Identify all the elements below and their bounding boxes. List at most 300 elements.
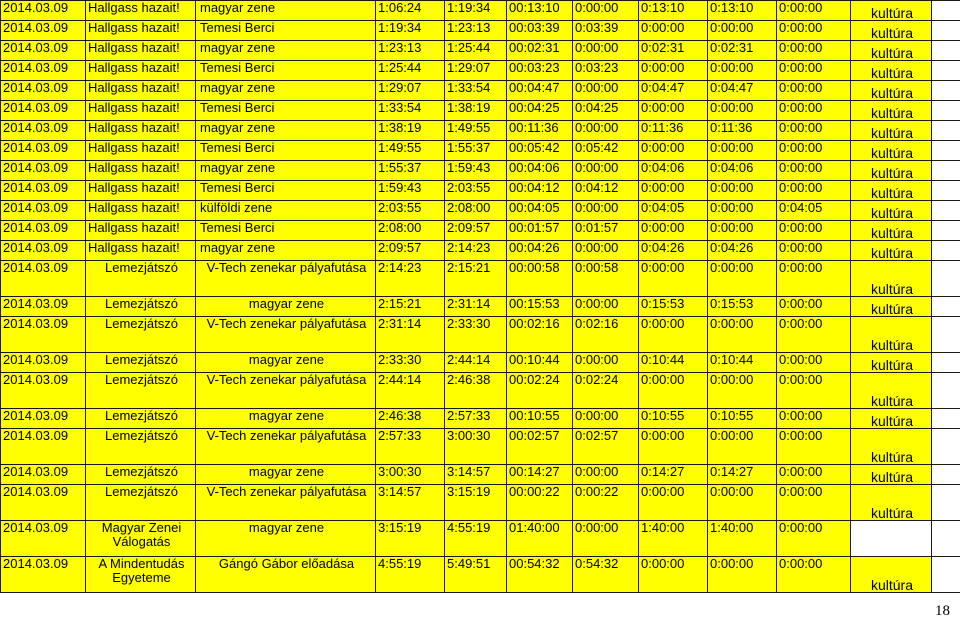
table-row xyxy=(1,21,960,41)
cell-time-3: 0:02:31 xyxy=(708,41,777,61)
cell-time-1: 0:00:00 xyxy=(573,41,639,61)
cell-time-2: 0:04:26 xyxy=(639,241,708,261)
cell-time-2: 0:00:00 xyxy=(639,317,708,353)
empty-cell xyxy=(932,317,960,353)
cell-time-3: 0:00:00 xyxy=(708,221,777,241)
cell-date: 2014.03.09 xyxy=(1,181,86,201)
cell-category: kultúra xyxy=(851,241,932,261)
cell-duration: 00:04:47 xyxy=(507,81,573,101)
cell-end-time: 2:33:30 xyxy=(445,317,507,353)
cell-time-3: 1:40:00 xyxy=(708,521,777,557)
cell-duration: 00:04:12 xyxy=(507,181,573,201)
cell-program: Lemezjátszó xyxy=(86,409,196,429)
cell-performer: magyar zene xyxy=(196,1,376,21)
cell-time-2: 0:00:00 xyxy=(639,61,708,81)
cell-time-1: 0:04:12 xyxy=(573,181,639,201)
cell-time-2: 0:14:27 xyxy=(639,465,708,485)
cell-duration: 00:11:36 xyxy=(507,121,573,141)
cell-duration: 00:02:24 xyxy=(507,373,573,409)
cell-performer: magyar zene xyxy=(196,521,376,557)
cell-program: Hallgass hazait! xyxy=(86,181,196,201)
cell-start-time: 2:15:21 xyxy=(376,297,445,317)
cell-time-1: 0:02:57 xyxy=(573,429,639,465)
empty-cell xyxy=(932,41,960,61)
cell-program: Hallgass hazait! xyxy=(86,121,196,141)
cell-time-3: 0:04:26 xyxy=(708,241,777,261)
cell-end-time: 2:57:33 xyxy=(445,409,507,429)
cell-end-time: 1:19:34 xyxy=(445,1,507,21)
table-row xyxy=(1,81,960,101)
cell-category: kultúra xyxy=(851,485,932,521)
empty-cell xyxy=(932,557,960,593)
cell-time-3: 0:10:44 xyxy=(708,353,777,373)
cell-date: 2014.03.09 xyxy=(1,317,86,353)
cell-time-4: 0:00:00 xyxy=(777,121,851,141)
cell-date: 2014.03.09 xyxy=(1,261,86,297)
empty-cell xyxy=(932,61,960,81)
cell-date: 2014.03.09 xyxy=(1,557,86,593)
cell-performer: V-Tech zenekar pályafutása xyxy=(196,429,376,465)
cell-performer: magyar zene xyxy=(196,121,376,141)
cell-time-2: 0:02:31 xyxy=(639,41,708,61)
empty-cell xyxy=(932,21,960,41)
cell-performer: magyar zene xyxy=(196,41,376,61)
cell-end-time: 2:08:00 xyxy=(445,201,507,221)
cell-date: 2014.03.09 xyxy=(1,161,86,181)
cell-time-2: 0:10:44 xyxy=(639,353,708,373)
cell-end-time: 1:33:54 xyxy=(445,81,507,101)
cell-program: Magyar Zenei Válogatás xyxy=(86,521,196,557)
cell-performer: magyar zene xyxy=(196,241,376,261)
cell-time-4: 0:00:00 xyxy=(777,181,851,201)
cell-start-time: 3:00:30 xyxy=(376,465,445,485)
cell-end-time: 1:49:55 xyxy=(445,121,507,141)
cell-category: kultúra xyxy=(851,181,932,201)
cell-time-2: 0:13:10 xyxy=(639,1,708,21)
cell-category: kultúra xyxy=(851,429,932,465)
cell-time-2: 0:11:36 xyxy=(639,121,708,141)
cell-category: kultúra xyxy=(851,373,932,409)
cell-category: kultúra xyxy=(851,557,932,593)
table-row xyxy=(1,465,960,485)
cell-date: 2014.03.09 xyxy=(1,81,86,101)
cell-time-1: 0:05:42 xyxy=(573,141,639,161)
table-row xyxy=(1,485,960,521)
empty-cell xyxy=(932,297,960,317)
cell-time-4: 0:00:00 xyxy=(777,557,851,593)
cell-time-2: 0:00:00 xyxy=(639,21,708,41)
cell-time-3: 0:00:00 xyxy=(708,181,777,201)
empty-cell xyxy=(932,81,960,101)
cell-duration: 00:00:58 xyxy=(507,261,573,297)
cell-program: Hallgass hazait! xyxy=(86,221,196,241)
cell-start-time: 1:23:13 xyxy=(376,41,445,61)
cell-time-3: 0:10:55 xyxy=(708,409,777,429)
cell-time-2: 0:00:00 xyxy=(639,485,708,521)
cell-time-1: 0:02:24 xyxy=(573,373,639,409)
cell-time-1: 0:03:39 xyxy=(573,21,639,41)
cell-program: Lemezjátszó xyxy=(86,429,196,465)
cell-program: Hallgass hazait! xyxy=(86,241,196,261)
cell-time-3: 0:00:00 xyxy=(708,141,777,161)
cell-end-time: 2:46:38 xyxy=(445,373,507,409)
table-row xyxy=(1,429,960,465)
cell-end-time: 2:14:23 xyxy=(445,241,507,261)
cell-program: Lemezjátszó xyxy=(86,485,196,521)
cell-start-time: 2:46:38 xyxy=(376,409,445,429)
cell-time-4: 0:00:00 xyxy=(777,21,851,41)
cell-duration: 00:13:10 xyxy=(507,1,573,21)
cell-duration: 00:10:44 xyxy=(507,353,573,373)
table-row xyxy=(1,201,960,221)
cell-start-time: 2:44:14 xyxy=(376,373,445,409)
cell-end-time: 1:29:07 xyxy=(445,61,507,81)
cell-time-1: 0:00:00 xyxy=(573,521,639,557)
cell-time-1: 0:00:00 xyxy=(573,297,639,317)
cell-duration: 01:40:00 xyxy=(507,521,573,557)
cell-time-3: 0:04:06 xyxy=(708,161,777,181)
table-row xyxy=(1,101,960,121)
cell-performer: magyar zene xyxy=(196,353,376,373)
cell-category: kultúra xyxy=(851,297,932,317)
cell-time-3: 0:00:00 xyxy=(708,61,777,81)
empty-cell xyxy=(932,465,960,485)
cell-end-time: 1:55:37 xyxy=(445,141,507,161)
cell-time-1: 0:04:25 xyxy=(573,101,639,121)
cell-program: Hallgass hazait! xyxy=(86,81,196,101)
table-row xyxy=(1,221,960,241)
cell-program: Lemezjátszó xyxy=(86,317,196,353)
cell-date: 2014.03.09 xyxy=(1,521,86,557)
cell-time-3: 0:00:00 xyxy=(708,485,777,521)
cell-time-4: 0:00:00 xyxy=(777,317,851,353)
cell-time-3: 0:15:53 xyxy=(708,297,777,317)
cell-category: kultúra xyxy=(851,81,932,101)
cell-end-time: 1:59:43 xyxy=(445,161,507,181)
cell-time-4: 0:00:00 xyxy=(777,409,851,429)
cell-time-2: 0:04:47 xyxy=(639,81,708,101)
cell-duration: 00:00:22 xyxy=(507,485,573,521)
cell-start-time: 2:09:57 xyxy=(376,241,445,261)
cell-program: Lemezjátszó xyxy=(86,261,196,297)
cell-duration: 00:02:57 xyxy=(507,429,573,465)
empty-cell xyxy=(932,121,960,141)
cell-start-time: 1:33:54 xyxy=(376,101,445,121)
cell-end-time: 3:15:19 xyxy=(445,485,507,521)
cell-start-time: 1:38:19 xyxy=(376,121,445,141)
cell-time-1: 0:01:57 xyxy=(573,221,639,241)
cell-time-4: 0:00:00 xyxy=(777,1,851,21)
cell-program: Hallgass hazait! xyxy=(86,61,196,81)
cell-performer: magyar zene xyxy=(196,81,376,101)
cell-date: 2014.03.09 xyxy=(1,141,86,161)
cell-program: Lemezjátszó xyxy=(86,465,196,485)
cell-category: kultúra xyxy=(851,141,932,161)
cell-program: Lemezjátszó xyxy=(86,353,196,373)
cell-performer: Temesi Berci xyxy=(196,181,376,201)
cell-time-4: 0:00:00 xyxy=(777,81,851,101)
cell-date: 2014.03.09 xyxy=(1,101,86,121)
cell-time-1: 0:00:00 xyxy=(573,201,639,221)
cell-end-time: 3:14:57 xyxy=(445,465,507,485)
cell-start-time: 2:33:30 xyxy=(376,353,445,373)
cell-time-2: 0:00:00 xyxy=(639,141,708,161)
cell-category: kultúra xyxy=(851,317,932,353)
table-row xyxy=(1,373,960,409)
cell-date: 2014.03.09 xyxy=(1,121,86,141)
cell-start-time: 1:49:55 xyxy=(376,141,445,161)
cell-performer: Temesi Berci xyxy=(196,141,376,161)
cell-date: 2014.03.09 xyxy=(1,21,86,41)
cell-start-time: 4:55:19 xyxy=(376,557,445,593)
cell-time-2: 0:10:55 xyxy=(639,409,708,429)
cell-start-time: 2:57:33 xyxy=(376,429,445,465)
cell-time-1: 0:00:00 xyxy=(573,353,639,373)
table-row xyxy=(1,121,960,141)
cell-date: 2014.03.09 xyxy=(1,409,86,429)
cell-time-2: 0:00:00 xyxy=(639,557,708,593)
empty-cell xyxy=(932,1,960,21)
table-row xyxy=(1,1,960,21)
cell-performer: Temesi Berci xyxy=(196,21,376,41)
cell-time-2: 0:00:00 xyxy=(639,181,708,201)
cell-performer: magyar zene xyxy=(196,161,376,181)
empty-cell xyxy=(932,485,960,521)
cell-date: 2014.03.09 xyxy=(1,61,86,81)
cell-performer: Temesi Berci xyxy=(196,221,376,241)
cell-time-2: 0:00:00 xyxy=(639,261,708,297)
cell-time-1: 0:00:00 xyxy=(573,465,639,485)
cell-start-time: 2:31:14 xyxy=(376,317,445,353)
cell-program: A Mindentudás Egyeteme xyxy=(86,557,196,593)
cell-time-4: 0:00:00 xyxy=(777,261,851,297)
table-row xyxy=(1,261,960,297)
cell-time-3: 0:00:00 xyxy=(708,21,777,41)
cell-time-4: 0:00:00 xyxy=(777,521,851,557)
empty-cell xyxy=(932,241,960,261)
cell-time-3: 0:00:00 xyxy=(708,261,777,297)
cell-performer: V-Tech zenekar pályafutása xyxy=(196,373,376,409)
cell-category xyxy=(851,521,932,557)
cell-time-3: 0:00:00 xyxy=(708,373,777,409)
cell-time-4: 0:00:00 xyxy=(777,373,851,409)
cell-performer: külföldi zene xyxy=(196,201,376,221)
cell-duration: 00:04:25 xyxy=(507,101,573,121)
cell-program: Hallgass hazait! xyxy=(86,101,196,121)
cell-duration: 00:01:57 xyxy=(507,221,573,241)
cell-time-3: 0:00:00 xyxy=(708,429,777,465)
cell-time-2: 0:15:53 xyxy=(639,297,708,317)
table-row xyxy=(1,317,960,353)
cell-end-time: 2:15:21 xyxy=(445,261,507,297)
cell-program: Lemezjátszó xyxy=(86,373,196,409)
table-row xyxy=(1,297,960,317)
cell-duration: 00:05:42 xyxy=(507,141,573,161)
cell-date: 2014.03.09 xyxy=(1,241,86,261)
table-row xyxy=(1,521,960,557)
empty-cell xyxy=(932,373,960,409)
cell-time-4: 0:00:00 xyxy=(777,353,851,373)
cell-category: kultúra xyxy=(851,21,932,41)
cell-duration: 00:54:32 xyxy=(507,557,573,593)
cell-start-time: 1:29:07 xyxy=(376,81,445,101)
cell-performer: Gángó Gábor előadása xyxy=(196,557,376,593)
cell-time-4: 0:00:00 xyxy=(777,297,851,317)
cell-time-3: 0:00:00 xyxy=(708,201,777,221)
cell-time-1: 0:54:32 xyxy=(573,557,639,593)
cell-time-4: 0:00:00 xyxy=(777,221,851,241)
page-number: 18 xyxy=(935,603,950,620)
cell-time-2: 0:00:00 xyxy=(639,373,708,409)
cell-end-time: 2:44:14 xyxy=(445,353,507,373)
cell-time-3: 0:00:00 xyxy=(708,557,777,593)
empty-cell xyxy=(932,141,960,161)
cell-category: kultúra xyxy=(851,409,932,429)
table-row xyxy=(1,61,960,81)
empty-cell xyxy=(932,409,960,429)
cell-category: kultúra xyxy=(851,101,932,121)
cell-end-time: 3:00:30 xyxy=(445,429,507,465)
empty-cell xyxy=(932,181,960,201)
empty-cell xyxy=(932,521,960,557)
cell-time-4: 0:00:00 xyxy=(777,61,851,81)
empty-cell xyxy=(932,101,960,121)
cell-time-1: 0:00:22 xyxy=(573,485,639,521)
cell-start-time: 3:15:19 xyxy=(376,521,445,557)
cell-time-2: 0:04:06 xyxy=(639,161,708,181)
table-row xyxy=(1,353,960,373)
cell-duration: 00:04:06 xyxy=(507,161,573,181)
cell-duration: 00:03:39 xyxy=(507,21,573,41)
cell-time-1: 0:00:58 xyxy=(573,261,639,297)
cell-time-3: 0:00:00 xyxy=(708,317,777,353)
table-row xyxy=(1,557,960,593)
table-row xyxy=(1,41,960,61)
cell-category: kultúra xyxy=(851,201,932,221)
cell-start-time: 1:19:34 xyxy=(376,21,445,41)
table-row xyxy=(1,141,960,161)
cell-start-time: 1:06:24 xyxy=(376,1,445,21)
cell-performer: magyar zene xyxy=(196,409,376,429)
cell-end-time: 5:49:51 xyxy=(445,557,507,593)
cell-start-time: 2:14:23 xyxy=(376,261,445,297)
cell-duration: 00:15:53 xyxy=(507,297,573,317)
cell-time-3: 0:04:47 xyxy=(708,81,777,101)
empty-cell xyxy=(932,221,960,241)
cell-time-2: 0:04:05 xyxy=(639,201,708,221)
cell-time-2: 0:00:00 xyxy=(639,101,708,121)
cell-start-time: 2:03:55 xyxy=(376,201,445,221)
table-row xyxy=(1,409,960,429)
cell-program: Lemezjátszó xyxy=(86,297,196,317)
table-row xyxy=(1,161,960,181)
cell-category: kultúra xyxy=(851,161,932,181)
cell-category: kultúra xyxy=(851,221,932,241)
cell-category: kultúra xyxy=(851,121,932,141)
cell-program: Hallgass hazait! xyxy=(86,21,196,41)
cell-time-4: 0:04:05 xyxy=(777,201,851,221)
empty-cell xyxy=(932,261,960,297)
cell-start-time: 1:59:43 xyxy=(376,181,445,201)
cell-time-1: 0:00:00 xyxy=(573,241,639,261)
cell-time-4: 0:00:00 xyxy=(777,161,851,181)
cell-category: kultúra xyxy=(851,261,932,297)
cell-time-1: 0:00:00 xyxy=(573,409,639,429)
cell-performer: V-Tech zenekar pályafutása xyxy=(196,317,376,353)
cell-end-time: 1:25:44 xyxy=(445,41,507,61)
cell-time-1: 0:00:00 xyxy=(573,121,639,141)
cell-end-time: 2:03:55 xyxy=(445,181,507,201)
cell-start-time: 3:14:57 xyxy=(376,485,445,521)
table-row xyxy=(1,181,960,201)
cell-start-time: 1:55:37 xyxy=(376,161,445,181)
cell-time-2: 0:00:00 xyxy=(639,221,708,241)
cell-category: kultúra xyxy=(851,465,932,485)
cell-duration: 00:04:05 xyxy=(507,201,573,221)
cell-start-time: 2:08:00 xyxy=(376,221,445,241)
cell-program: Hallgass hazait! xyxy=(86,201,196,221)
cell-date: 2014.03.09 xyxy=(1,429,86,465)
cell-time-3: 0:13:10 xyxy=(708,1,777,21)
cell-performer: Temesi Berci xyxy=(196,101,376,121)
cell-time-1: 0:00:00 xyxy=(573,161,639,181)
cell-date: 2014.03.09 xyxy=(1,221,86,241)
cell-end-time: 2:09:57 xyxy=(445,221,507,241)
cell-program: Hallgass hazait! xyxy=(86,41,196,61)
cell-performer: Temesi Berci xyxy=(196,61,376,81)
empty-cell xyxy=(932,201,960,221)
cell-program: Hallgass hazait! xyxy=(86,161,196,181)
cell-date: 2014.03.09 xyxy=(1,373,86,409)
cell-time-3: 0:14:27 xyxy=(708,465,777,485)
cell-time-2: 0:00:00 xyxy=(639,429,708,465)
cell-date: 2014.03.09 xyxy=(1,1,86,21)
cell-start-time: 1:25:44 xyxy=(376,61,445,81)
cell-performer: V-Tech zenekar pályafutása xyxy=(196,485,376,521)
cell-time-4: 0:00:00 xyxy=(777,101,851,121)
cell-end-time: 1:38:19 xyxy=(445,101,507,121)
cell-end-time: 2:31:14 xyxy=(445,297,507,317)
cell-time-4: 0:00:00 xyxy=(777,485,851,521)
cell-date: 2014.03.09 xyxy=(1,297,86,317)
cell-time-1: 0:02:16 xyxy=(573,317,639,353)
cell-performer: V-Tech zenekar pályafutása xyxy=(196,261,376,297)
cell-time-4: 0:00:00 xyxy=(777,141,851,161)
cell-time-4: 0:00:00 xyxy=(777,41,851,61)
cell-duration: 00:02:16 xyxy=(507,317,573,353)
cell-duration: 00:10:55 xyxy=(507,409,573,429)
cell-duration: 00:02:31 xyxy=(507,41,573,61)
cell-category: kultúra xyxy=(851,1,932,21)
empty-cell xyxy=(932,161,960,181)
cell-performer: magyar zene xyxy=(196,465,376,485)
cell-time-1: 0:00:00 xyxy=(573,1,639,21)
cell-duration: 00:04:26 xyxy=(507,241,573,261)
cell-date: 2014.03.09 xyxy=(1,465,86,485)
cell-date: 2014.03.09 xyxy=(1,353,86,373)
cell-duration: 00:03:23 xyxy=(507,61,573,81)
cell-program: Hallgass hazait! xyxy=(86,1,196,21)
cell-category: kultúra xyxy=(851,61,932,81)
cell-time-4: 0:00:00 xyxy=(777,465,851,485)
cell-time-3: 0:00:00 xyxy=(708,101,777,121)
cell-duration: 00:14:27 xyxy=(507,465,573,485)
cell-date: 2014.03.09 xyxy=(1,201,86,221)
table-row xyxy=(1,241,960,261)
cell-time-1: 0:03:23 xyxy=(573,61,639,81)
cell-category: kultúra xyxy=(851,353,932,373)
cell-program: Hallgass hazait! xyxy=(86,141,196,161)
